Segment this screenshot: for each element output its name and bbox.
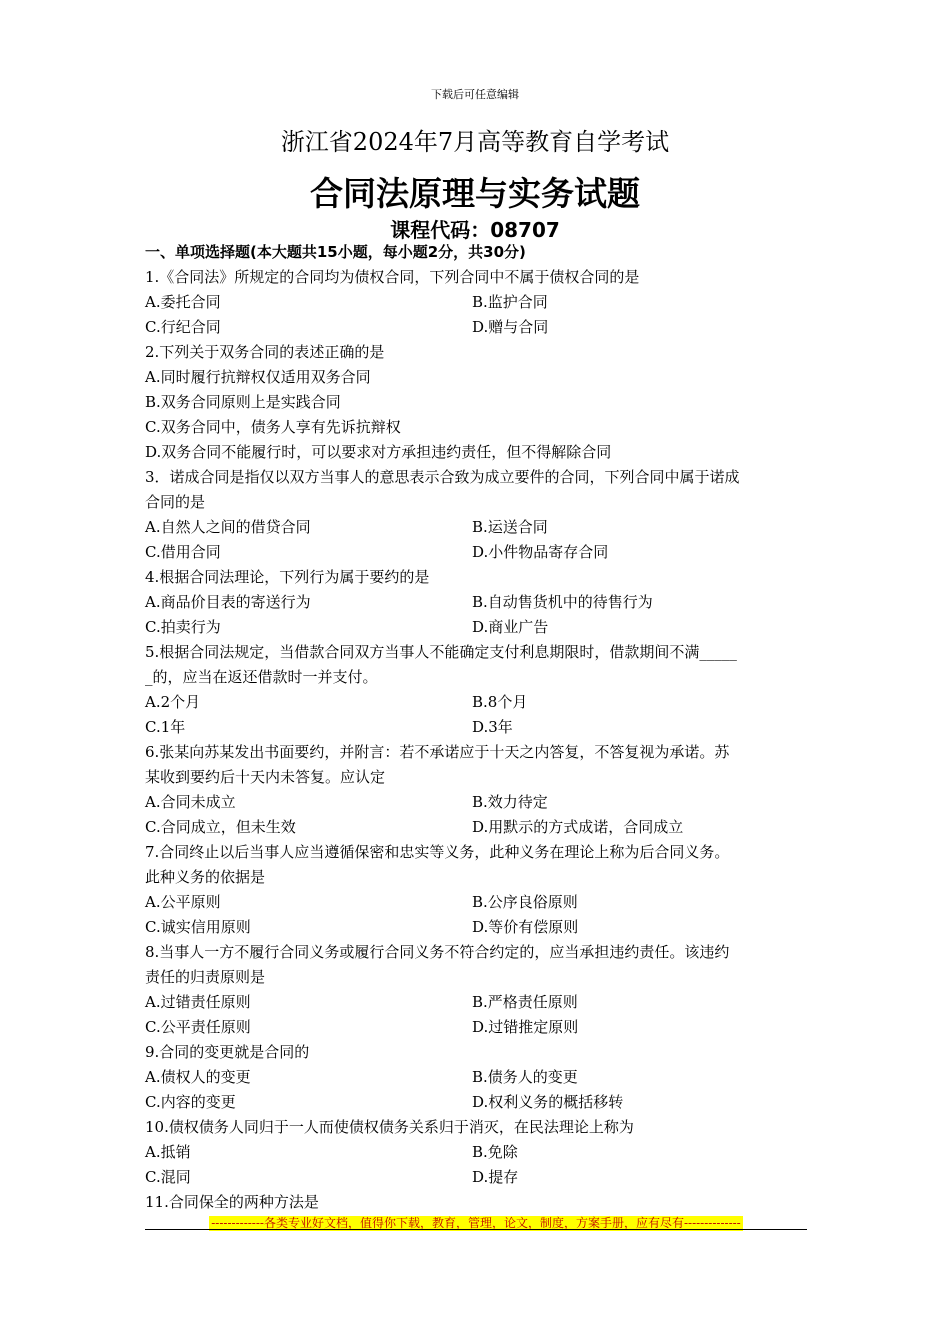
answer-option: B.严格责任原则: [472, 993, 578, 1011]
option-row: [145, 715, 807, 740]
answer-option: A.2个月: [145, 693, 201, 711]
answer-option: C.混同: [145, 1168, 191, 1186]
answer-option: D.3年: [472, 718, 513, 736]
answer-option: D.用默示的方式成诺，合同成立: [472, 818, 684, 836]
option-row: [145, 990, 807, 1015]
question-stem: 合同的是: [145, 493, 206, 511]
answer-option: B.8个月: [472, 693, 528, 711]
answer-option: C.借用合同: [145, 543, 221, 561]
answer-option: D.小件物品寄存合同: [472, 543, 609, 561]
question-item: [145, 265, 807, 340]
section-heading: 一、单项选择题(本大题共15小题，每小题2分，共30分): [145, 243, 526, 261]
question-item: [145, 465, 807, 565]
question-stem: _的，应当在返还借款时一并支付。: [145, 668, 378, 686]
option-row: [145, 390, 807, 415]
option-row: [145, 915, 807, 940]
question-stem: 9.合同的变更就是合同的: [145, 1043, 310, 1061]
answer-option: B.监护合同: [472, 293, 548, 311]
question-item: [145, 840, 807, 940]
question-stem: 某收到要约后十天内未答复。应认定: [145, 768, 386, 786]
answer-option: B.债务人的变更: [472, 1068, 578, 1086]
question-item: [145, 1115, 807, 1190]
answer-option: A.同时履行抗辩权仅适用双务合同: [145, 368, 371, 386]
answer-option: A.合同未成立: [145, 793, 236, 811]
answer-option: A.过错责任原则: [145, 993, 251, 1011]
question-item: [145, 340, 807, 465]
exam-title: 浙江省2024年7月高等教育自学考试: [280, 128, 670, 156]
answer-option: D.提存: [472, 1168, 519, 1186]
option-row: [145, 890, 807, 915]
course-code: 课程代码：08707: [390, 218, 560, 242]
option-row: [145, 515, 807, 540]
option-row: [145, 415, 807, 440]
answer-option: A.委托合同: [145, 293, 221, 311]
answer-option: C.双务合同中，债务人享有先诉抗辩权: [145, 418, 401, 436]
question-stem: 11.合同保全的两种方法是: [145, 1193, 319, 1211]
question-stem: 6.张某向苏某发出书面要约，并附言：若不承诺应于十天之内答复，不答复视为承诺。苏: [145, 743, 730, 761]
answer-option: A.自然人之间的借贷合同: [145, 518, 311, 536]
option-row: [145, 615, 807, 640]
answer-option: C.合同成立，但未生效: [145, 818, 296, 836]
option-row: [145, 1015, 807, 1040]
answer-option: C.1年: [145, 718, 186, 736]
question-stem: 7.合同终止以后当事人应当遵循保密和忠实等义务，此种义务在理论上称为后合同义务。: [145, 843, 730, 861]
answer-option: C.内容的变更: [145, 1093, 236, 1111]
answer-option: B.免除: [472, 1143, 518, 1161]
option-row: [145, 290, 807, 315]
answer-option: A.债权人的变更: [145, 1068, 251, 1086]
option-row: [145, 440, 807, 465]
question-stem: 5.根据合同法规定，当借款合同双方当事人不能确定支付利息期限时，借款期间不满_____: [145, 643, 737, 661]
question-item: [145, 565, 807, 640]
answer-option: D.过错推定原则: [472, 1018, 579, 1036]
answer-option: B.效力待定: [472, 793, 548, 811]
question-stem: 责任的归责原则是: [145, 968, 266, 986]
answer-option: B.双务合同原则上是实践合同: [145, 393, 341, 411]
answer-option: C.行纪合同: [145, 318, 221, 336]
question-list: [145, 240, 807, 1215]
option-row: [145, 1065, 807, 1090]
option-row: [145, 1165, 807, 1190]
option-row: [145, 690, 807, 715]
answer-option: B.公序良俗原则: [472, 893, 578, 911]
answer-option: D.商业广告: [472, 618, 549, 636]
footer-divider: [145, 1229, 807, 1230]
answer-option: D.双务合同不能履行时，可以要求对方承担违约责任，但不得解除合同: [145, 443, 612, 461]
question-item: [145, 640, 807, 740]
question-stem: 3．诺成合同是指仅以双方当事人的意思表示合致为成立要件的合同，下列合同中属于诺成: [145, 468, 740, 486]
answer-option: B.运送合同: [472, 518, 548, 536]
question-item: [145, 740, 807, 840]
answer-option: D.赠与合同: [472, 318, 549, 336]
answer-option: A.公平原则: [145, 893, 221, 911]
answer-option: D.等价有偿原则: [472, 918, 579, 936]
option-row: [145, 315, 807, 340]
option-row: [145, 815, 807, 840]
answer-option: C.拍卖行为: [145, 618, 221, 636]
download-note: 下载后可任意编辑: [431, 88, 519, 101]
answer-option: C.公平责任原则: [145, 1018, 251, 1036]
footer-banner-text: -------------各类专业好文档，值得你下载，教育，管理，论文，制度，方案手册，应有尽有--------------: [211, 1216, 741, 1230]
answer-option: C.诚实信用原则: [145, 918, 251, 936]
questions-container: [145, 265, 807, 1215]
question-stem: 10.债权债务人同归于一人而使债权债务关系归于消灭，在民法理论上称为: [145, 1118, 634, 1136]
question-stem: 此种义务的依据是: [145, 868, 266, 886]
answer-option: D.权利义务的概括移转: [472, 1093, 624, 1111]
question-stem: 8.当事人一方不履行合同义务或履行合同义务不符合约定的，应当承担违约责任。该违约: [145, 943, 730, 961]
option-row: [145, 590, 807, 615]
subject-title: 合同法原理与实务试题: [310, 174, 640, 213]
answer-option: A.商品价目表的寄送行为: [145, 593, 311, 611]
answer-option: B.自动售货机中的待售行为: [472, 593, 653, 611]
option-row: [145, 790, 807, 815]
option-row: [145, 1090, 807, 1115]
option-row: [145, 540, 807, 565]
question-stem: 1.《合同法》所规定的合同均为债权合同，下列合同中不属于债权合同的是: [145, 268, 640, 286]
question-item: [145, 940, 807, 1040]
question-stem: 2.下列关于双务合同的表述正确的是: [145, 343, 385, 361]
option-row: [145, 365, 807, 390]
option-row: [145, 1140, 807, 1165]
answer-option: A.抵销: [145, 1143, 191, 1161]
question-item: [145, 1040, 807, 1115]
question-stem: 4.根据合同法理论，下列行为属于要约的是: [145, 568, 430, 586]
